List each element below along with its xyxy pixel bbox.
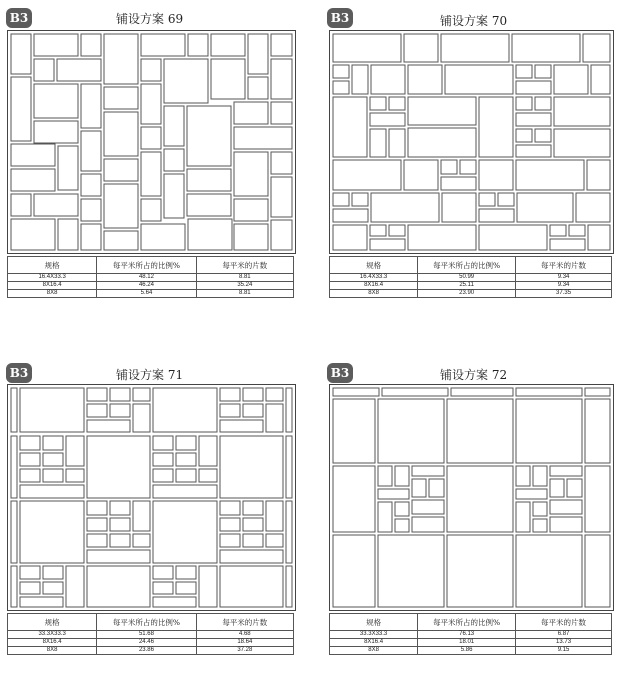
table-row xyxy=(8,290,294,298)
b3-badge: B3 xyxy=(6,8,32,28)
cell-ratio: 24.46 xyxy=(97,639,196,647)
cell-ratio: 23.90 xyxy=(418,290,516,298)
header-pieces: 每平米的片数 xyxy=(516,614,612,631)
header-spec: 规格 xyxy=(330,257,418,274)
header-ratio: 每平米所占的比例% xyxy=(97,614,196,631)
spec-table xyxy=(329,613,612,655)
cell-spec: 8X16.4 xyxy=(330,639,418,647)
cell-spec: 33.3X33.3 xyxy=(330,631,418,639)
cell-ratio: 18.01 xyxy=(418,639,516,647)
scheme-title: 铺设方案 71 xyxy=(116,368,184,382)
cell-spec: 8X8 xyxy=(330,290,418,298)
table-row xyxy=(330,647,612,655)
cell-spec: 16.4X33.3 xyxy=(8,274,97,282)
cell-ratio: 51.68 xyxy=(97,631,196,639)
cell-spec: 8X8 xyxy=(330,647,418,655)
cell-ratio: 5.64 xyxy=(97,290,196,298)
header-spec: 规格 xyxy=(8,257,97,274)
cell-ratio: 48.12 xyxy=(97,274,196,282)
table-row xyxy=(8,639,294,647)
header-spec: 规格 xyxy=(8,614,97,631)
tile-pattern xyxy=(329,384,614,611)
header-pieces: 每平米的片数 xyxy=(196,614,293,631)
tile-pattern xyxy=(7,30,296,254)
cell-pieces: 9.34 xyxy=(516,274,612,282)
cell-pieces: 8.81 xyxy=(196,290,293,298)
header-ratio: 每平米所占的比例% xyxy=(418,614,516,631)
cell-pieces: 37.28 xyxy=(196,647,293,655)
table-row xyxy=(330,631,612,639)
spec-table xyxy=(7,256,294,298)
table-row xyxy=(330,639,612,647)
cell-pieces: 4.68 xyxy=(196,631,293,639)
tile-pattern xyxy=(7,384,296,611)
cell-ratio: 50.99 xyxy=(418,274,516,282)
b3-badge: B3 xyxy=(327,8,353,28)
tile-pattern-drawing xyxy=(330,31,613,253)
cell-pieces: 35.24 xyxy=(196,282,293,290)
cell-pieces: 9.34 xyxy=(516,282,612,290)
cell-ratio: 46.24 xyxy=(97,282,196,290)
header-spec: 规格 xyxy=(330,614,418,631)
cell-spec: 8X16.4 xyxy=(8,282,97,290)
cell-spec: 8X16.4 xyxy=(330,282,418,290)
tile-pattern-drawing xyxy=(8,31,295,253)
cell-ratio: 23.86 xyxy=(97,647,196,655)
cell-ratio: 5.86 xyxy=(418,647,516,655)
b3-badge: B3 xyxy=(6,363,32,383)
table-row xyxy=(8,274,294,282)
cell-pieces: 8.81 xyxy=(196,274,293,282)
spec-table xyxy=(7,613,294,655)
cell-pieces: 18.64 xyxy=(196,639,293,647)
tile-pattern-drawing xyxy=(8,385,295,610)
scheme-title: 铺设方案 70 xyxy=(440,14,508,28)
table-row xyxy=(8,631,294,639)
tile-pattern xyxy=(329,30,614,254)
header-ratio: 每平米所占的比例% xyxy=(97,257,196,274)
b3-badge: B3 xyxy=(327,363,353,383)
cell-spec: 8X16.4 xyxy=(8,639,97,647)
cell-pieces: 37.35 xyxy=(516,290,612,298)
spec-table xyxy=(329,256,612,298)
cell-ratio: 76.13 xyxy=(418,631,516,639)
scheme-title: 铺设方案 69 xyxy=(116,12,184,26)
table-row xyxy=(8,647,294,655)
cell-spec: 16.4X33.3 xyxy=(330,274,418,282)
cell-spec: 8X8 xyxy=(8,647,97,655)
table-row xyxy=(330,282,612,290)
cell-spec: 8X8 xyxy=(8,290,97,298)
cell-pieces: 6.87 xyxy=(516,631,612,639)
cell-spec: 33.3X33.3 xyxy=(8,631,97,639)
cell-pieces: 9.15 xyxy=(516,647,612,655)
header-pieces: 每平米的片数 xyxy=(516,257,612,274)
header-ratio: 每平米所占的比例% xyxy=(418,257,516,274)
cell-pieces: 13.73 xyxy=(516,639,612,647)
scheme-title: 铺设方案 72 xyxy=(440,368,508,382)
table-row xyxy=(8,282,294,290)
header-pieces: 每平米的片数 xyxy=(196,257,293,274)
table-row xyxy=(330,290,612,298)
table-row xyxy=(330,274,612,282)
cell-ratio: 25.11 xyxy=(418,282,516,290)
tile-pattern-drawing xyxy=(330,385,613,610)
